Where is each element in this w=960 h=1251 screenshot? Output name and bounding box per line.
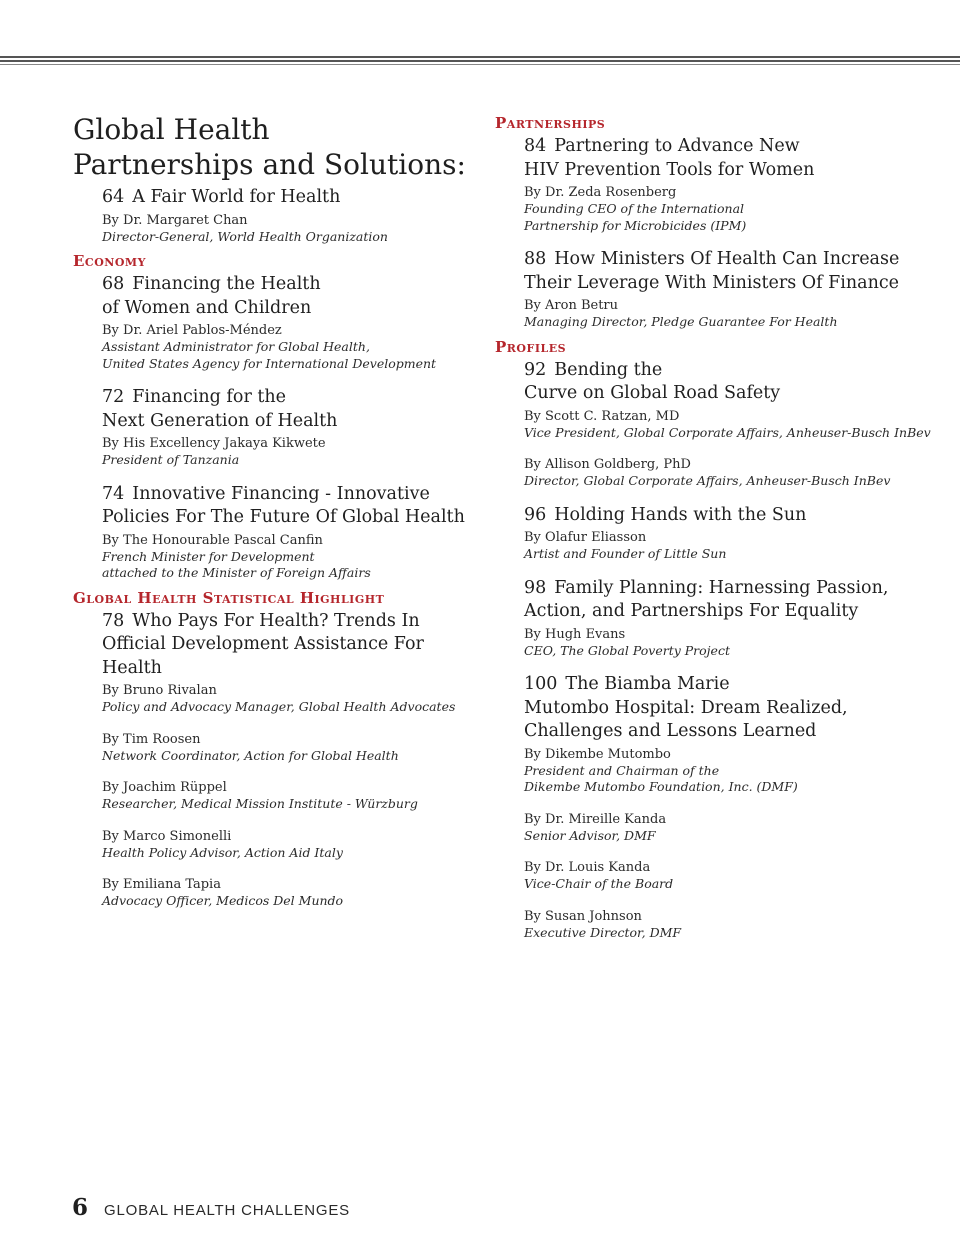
section-heading: Global Health Statistical Highlight (73, 588, 385, 607)
article-title: Holding Hands with the Sun (554, 504, 807, 525)
author-role: Senior Advisor, DMF (524, 827, 656, 843)
author-byline: By Susan Johnson (524, 908, 642, 924)
author-byline: By Scott C. Ratzan, MD (524, 408, 680, 424)
page-ref-number: 88 (524, 249, 547, 269)
toc-entry[interactable] (102, 483, 473, 582)
article-title: The Biamba Marie Mutombo Hospital: Dream Realized, Challenges and Lessons Learned (524, 674, 848, 741)
toc-entry[interactable] (102, 273, 473, 372)
author-credit (524, 409, 935, 442)
author-byline: By Dr. Zeda Rosenberg (524, 185, 677, 200)
page-ref-number: 72 (102, 387, 125, 407)
toc-entry-title[interactable] (102, 273, 473, 320)
author-role: Artist and Founder of Little Sun (524, 546, 727, 561)
author-role: Researcher, Medical Mission Institute - Würzburg (102, 796, 418, 811)
author-credit (524, 457, 935, 490)
page-number: 6 (72, 1194, 89, 1221)
author-byline: By Marco Simonelli (102, 828, 232, 844)
author-byline: By Dr. Mireille Kanda (524, 811, 667, 827)
article-title: Financing the Health of Women and Children (102, 274, 321, 318)
toc-entry-title[interactable] (524, 359, 935, 406)
toc-entry[interactable] (524, 359, 935, 490)
intro-article-container (73, 186, 473, 245)
toc-entry[interactable] (102, 610, 473, 910)
page-ref-number: 74 (102, 483, 125, 504)
header-rule (0, 56, 960, 58)
toc-entry[interactable] (102, 186, 473, 245)
article-title: Bending the Curve on Global Road Safety (524, 359, 781, 403)
toc-entry-title[interactable] (524, 577, 935, 624)
article-title: Who Pays For Health? Trends In Official Development Assistance For Health (102, 610, 424, 678)
toc-entry[interactable] (524, 577, 935, 660)
right-column (495, 113, 935, 947)
author-role: Assistant Administrator for Global Health, United States Agency for International Development (102, 339, 437, 371)
toc-section (495, 337, 935, 942)
section-heading: Profiles (495, 337, 567, 356)
author-byline: By Bruno Rivalan (102, 683, 217, 698)
author-credit (102, 780, 473, 813)
author-byline: By Aron Betru (524, 298, 619, 313)
toc-entry-title[interactable] (102, 610, 473, 681)
toc-entry-title[interactable] (524, 504, 935, 528)
toc-entry-title[interactable] (524, 673, 935, 744)
author-credit (102, 533, 473, 582)
article-title: A Fair World for Health (132, 187, 341, 207)
page-ref-number: 98 (524, 577, 547, 598)
article-title: Partnering to Advance New HIV Prevention Tools for Women (524, 136, 815, 180)
author-role: Policy and Advocacy Manager, Global Health Advocates (102, 699, 456, 714)
author-role: President and Chairman of the Dikembe Mutombo Foundation, Inc. (DMF) (524, 762, 798, 794)
author-credit (524, 860, 935, 893)
author-credit (524, 909, 935, 942)
author-byline: By Olafur Eliasson (524, 530, 647, 545)
author-byline: By Dr. Margaret Chan (102, 212, 248, 228)
author-credit (102, 732, 473, 765)
page-ref-number: 96 (524, 504, 547, 525)
toc-section (73, 588, 473, 910)
author-role: Managing Director, Pledge Guarantee For Health (524, 314, 838, 329)
page-ref-number: 100 (524, 674, 558, 694)
article-title: Financing for the Next Generation of Health (102, 387, 338, 431)
author-credit (524, 298, 935, 331)
section-heading: Economy (73, 252, 146, 270)
toc-entry-title[interactable] (102, 386, 473, 433)
author-byline: By Hugh Evans (524, 626, 626, 642)
author-credit (524, 185, 935, 234)
page-footer (72, 1194, 350, 1221)
author-role: Director-General, World Health Organization (102, 228, 388, 244)
toc-entry[interactable] (524, 504, 935, 563)
toc-entry[interactable] (524, 135, 935, 234)
page-title: Global Health Partnerships and Solutions: (73, 113, 466, 181)
author-byline: By Allison Goldberg, PhD (524, 457, 691, 472)
toc-entry[interactable] (524, 248, 935, 331)
author-credit (102, 323, 473, 372)
toc-entry-title[interactable] (102, 186, 473, 210)
author-credit (524, 812, 935, 845)
page-ref-number: 78 (102, 610, 125, 631)
toc-entry[interactable] (524, 673, 935, 941)
author-role: Founding CEO of the International Partnership for Microbicides (IPM) (524, 201, 747, 233)
author-credit (524, 627, 935, 660)
author-role: Health Policy Advisor, Action Aid Italy (102, 844, 343, 860)
page-ref-number: 92 (524, 359, 547, 380)
header-rule (0, 64, 960, 65)
author-byline: By His Excellency Jakaya Kikwete (102, 436, 326, 451)
author-role: Executive Director, DMF (524, 924, 682, 940)
author-credit (524, 530, 935, 563)
author-byline: By Dr. Louis Kanda (524, 860, 651, 875)
author-byline: By Emiliana Tapia (102, 877, 221, 892)
left-column (73, 112, 473, 916)
author-byline: By The Honourable Pascal Canfin (102, 532, 323, 548)
article-title: Innovative Financing - Innovative Policies For The Future Of Global Health (102, 483, 465, 527)
author-role: Director, Global Corporate Affairs, Anheuser-Busch InBev (524, 473, 891, 488)
article-title: How Ministers Of Health Can Increase Their Leverage With Ministers Of Finance (524, 249, 900, 293)
toc-section (495, 113, 935, 331)
header-rule (0, 60, 960, 62)
author-credit (102, 877, 473, 910)
publication-name: GLOBAL HEALTH CHALLENGES (104, 1202, 350, 1219)
page-ref-number: 68 (102, 274, 125, 294)
author-credit (102, 829, 473, 862)
author-credit (102, 213, 473, 246)
author-byline: By Dr. Ariel Pablos-Méndez (102, 323, 282, 338)
author-role: Vice President, Global Corporate Affairs, Anheuser-Busch InBev (524, 424, 931, 440)
author-role: CEO, The Global Poverty Project (524, 642, 730, 658)
page-ref-number: 64 (102, 187, 125, 207)
article-title: Family Planning: Harnessing Passion, Action, and Partnerships For Equality (524, 577, 889, 621)
page-ref-number: 84 (524, 136, 547, 156)
author-role: President of Tanzania (102, 452, 240, 467)
toc-entry-title[interactable] (102, 483, 473, 530)
section-heading: Partnerships (495, 114, 606, 132)
toc-section (73, 251, 473, 582)
author-role: Network Coordinator, Action for Global Health (102, 747, 399, 763)
author-role: Vice-Chair of the Board (524, 876, 674, 891)
author-byline: By Tim Roosen (102, 731, 201, 747)
author-role: Advocacy Officer, Medicos Del Mundo (102, 893, 344, 908)
author-role: French Minister for Development attached to the Minister of Foreign Affairs (102, 548, 371, 580)
left-sections (73, 251, 473, 910)
toc-entry-title[interactable] (524, 135, 935, 182)
header-rules (0, 56, 960, 66)
toc-entry-title[interactable] (524, 248, 935, 295)
author-credit (524, 747, 935, 796)
author-credit (102, 683, 473, 716)
author-credit (102, 436, 473, 469)
toc-entry[interactable] (102, 386, 473, 469)
right-sections (495, 113, 935, 941)
author-byline: By Joachim Rüppel (102, 780, 227, 795)
author-byline: By Dikembe Mutombo (524, 746, 671, 762)
